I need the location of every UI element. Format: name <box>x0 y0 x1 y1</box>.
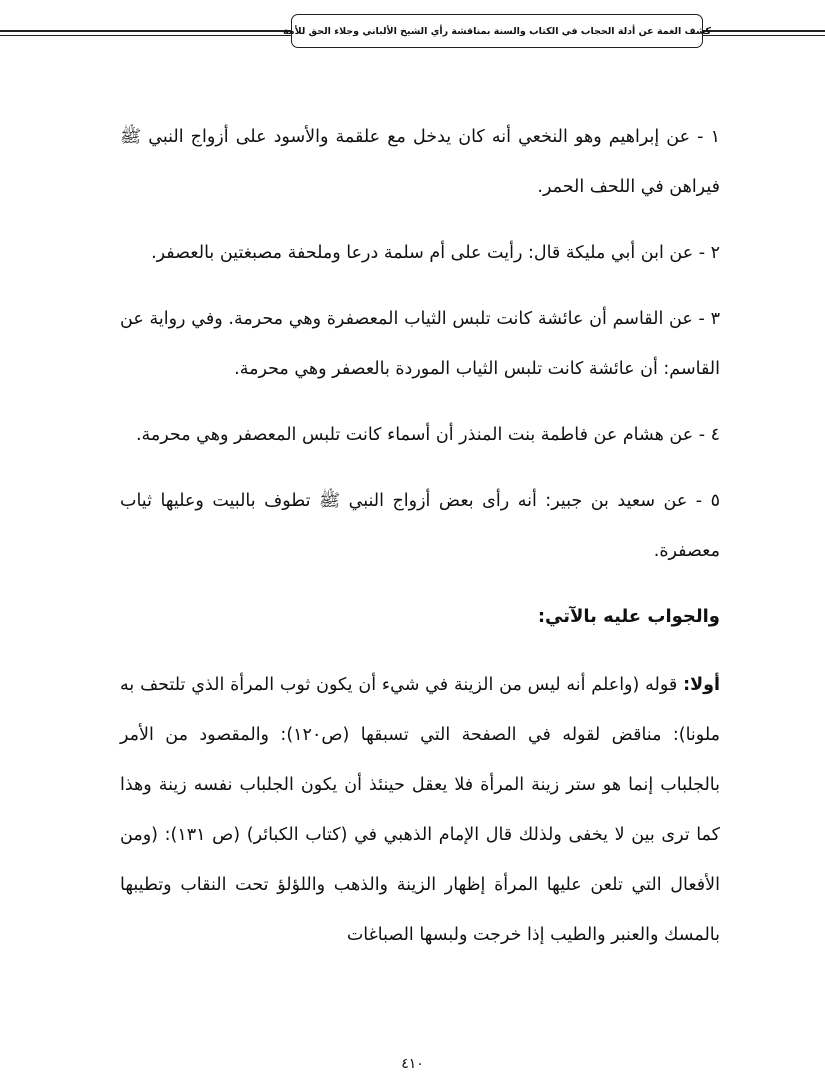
running-header <box>282 14 712 48</box>
narration-item-4: ٤ - عن هشام عن فاطمة بنت المنذر أن أسماء كانت تلبس المعصفر وهي محرمة. <box>135 425 720 445</box>
page-number: ٤١٠ <box>401 1056 424 1072</box>
answer-lead: أولا: <box>683 675 720 695</box>
narration-item-1: ١ - عن إبراهيم وهو النخعي أنه كان يدخل مع علقمة والأسود على أزواج النبي ﷺ فيراهن في اللحف الحمر. <box>120 127 720 197</box>
header-rule-right-top <box>703 30 825 32</box>
narration-item-2: ٢ - عن ابن أبي مليكة قال: رأيت على أم سلمة درعا وملحفة مصبغتين بالعصفر. <box>151 243 720 263</box>
answer-paragraph <box>120 660 720 960</box>
narration-item-5: ٥ - عن سعيد بن جبير: أنه رأى بعض أزواج النبي ﷺ تطوف بالبيت وعليها ثياب معصفرة. <box>120 491 720 561</box>
header-rule-left-top <box>0 30 291 32</box>
answer-text: قوله (واعلم أنه ليس من الزينة في شيء أن يكون ثوب المرأة الذي تلتحف به ملونا): مناقض لقوله في الصفحة التي تسبقها (ص١٢٠): والمقصود من الأمر بالجلباب إنما هو ستر زينة المرأة فلا يعقل حينئذ أن يكون الجلباب نفسه زينة وهذا كما ترى بين لا يخفى ولذلك قال الإمام الذهبي في (كتاب الكبائر) (ص ١٣١): (ومن الأفعال التي تلعن عليها المرأة إظهار الزينة والذهب واللؤلؤ تحت النقاب وتطيبها بالمسك والعنبر والطيب إذا خرجت ولبسها الصباغات <box>120 675 721 945</box>
answer-heading: والجواب عليه بالآتي: <box>537 606 720 627</box>
page-body <box>120 112 720 976</box>
narration-item-3: ٣ - عن القاسم أن عائشة كانت تلبس الثياب المعصفرة وهي محرمة. وفي رواية عن القاسم: أن عائشة كانت تلبس الثياب الموردة بالعصفر وهي محرمة. <box>120 309 720 379</box>
header-rule-left-bottom <box>0 35 291 36</box>
running-header-title: كشف الغمة عن أدلة الحجاب في الكتاب والسنة بمناقشة رأي الشيخ الألباني وجلاء الحق للأمة <box>282 25 712 37</box>
header-rule-right-bottom <box>703 35 825 36</box>
